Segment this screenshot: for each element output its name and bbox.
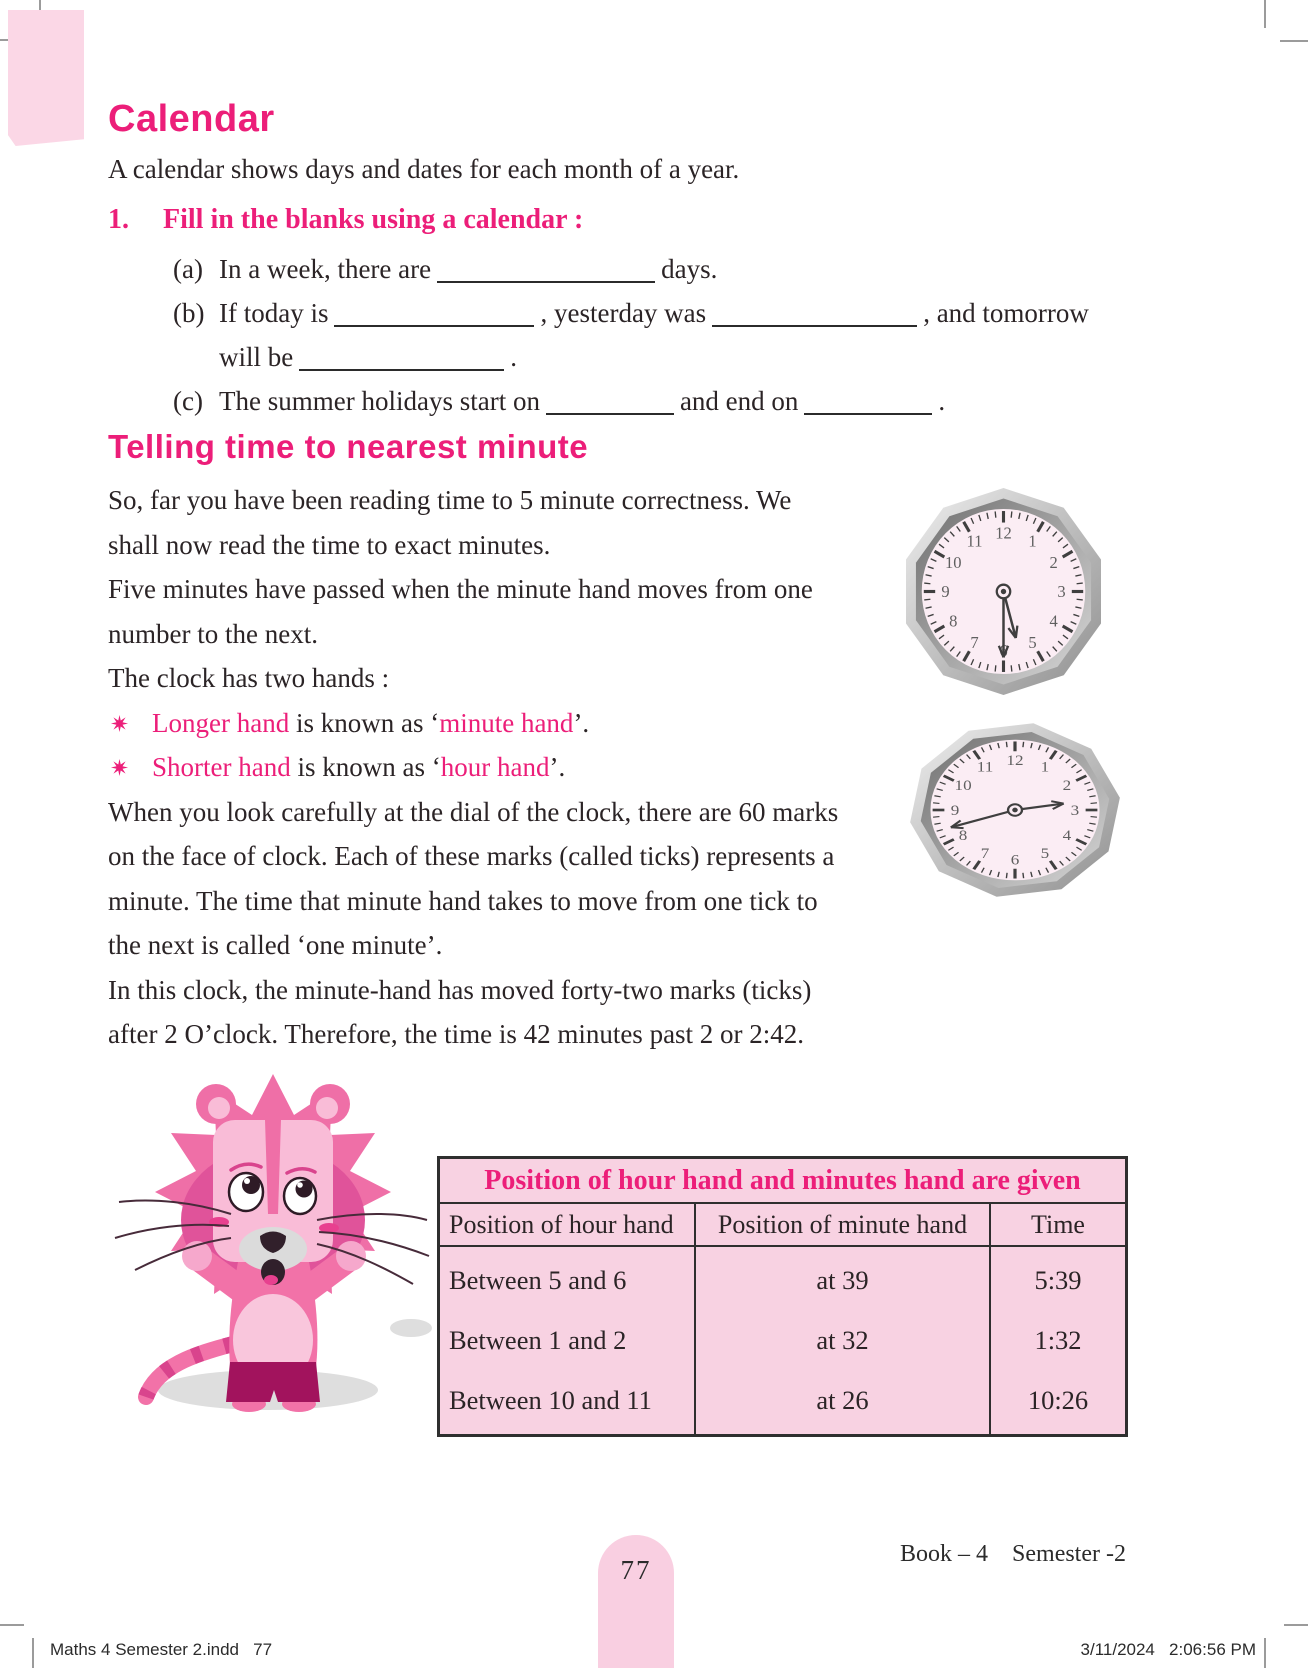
star-bullet-icon bbox=[110, 714, 129, 733]
bullet-item-hour-hand bbox=[108, 745, 900, 790]
lion-mascot-illustration bbox=[108, 1052, 438, 1412]
table-cell: Between 10 and 11 bbox=[449, 1385, 652, 1415]
item-label: (b) bbox=[173, 298, 205, 328]
item-text: If today is bbox=[219, 298, 329, 328]
svg-text:6: 6 bbox=[1010, 852, 1020, 869]
lion-ear-inner bbox=[316, 1097, 338, 1119]
calendar-intro-text: A calendar shows days and dates for each month of a year. bbox=[108, 154, 740, 184]
crop-mark bbox=[1264, 0, 1266, 28]
bullet-lead: Shorter hand bbox=[152, 752, 291, 782]
lion-ear-inner bbox=[208, 1097, 230, 1119]
clock-illustration-5-30 bbox=[900, 487, 1107, 696]
item-text: . bbox=[938, 386, 946, 416]
answer-blank bbox=[334, 298, 534, 327]
table-column-time bbox=[991, 1247, 1125, 1434]
table-column-minute-hand bbox=[696, 1247, 991, 1434]
table-cell: 5:39 bbox=[1034, 1265, 1082, 1295]
star-bullet-icon bbox=[110, 758, 129, 777]
table-cell: Between 5 and 6 bbox=[449, 1265, 627, 1295]
svg-text:10: 10 bbox=[954, 778, 972, 794]
item-text: will be bbox=[219, 342, 294, 372]
svg-text:12: 12 bbox=[995, 523, 1012, 543]
table-cell: 1:32 bbox=[1034, 1325, 1082, 1355]
table-header-row bbox=[440, 1204, 1125, 1247]
eye-highlight bbox=[244, 1178, 250, 1184]
bullet-lead: Longer hand bbox=[152, 707, 290, 738]
answer-blank bbox=[437, 254, 655, 283]
table-column-hour-hand bbox=[440, 1247, 696, 1434]
lion-paw bbox=[336, 1241, 366, 1271]
small-shadow-blob bbox=[390, 1319, 432, 1337]
text-line: shall now read the time to exact minutes. bbox=[108, 529, 551, 560]
bullet-tail: ’. bbox=[549, 752, 566, 782]
eye-highlight bbox=[297, 1182, 303, 1188]
item-text: days. bbox=[661, 254, 718, 284]
bullet-item-minute-hand bbox=[108, 701, 900, 746]
table-cell: 10:26 bbox=[1027, 1385, 1089, 1415]
table-cell: at 39 bbox=[816, 1265, 869, 1295]
table-header-cell: Position of minute hand bbox=[696, 1204, 991, 1245]
book-semester-label: Book – 4 Semester -2 bbox=[900, 1541, 1126, 1567]
fill-blank-item-a bbox=[173, 247, 1183, 291]
clock-illustration-2-42 bbox=[908, 721, 1122, 899]
page-number-tab bbox=[598, 1535, 674, 1668]
corner-ribbon-decoration bbox=[8, 10, 84, 146]
svg-text:7: 7 bbox=[980, 846, 990, 862]
svg-text:8: 8 bbox=[958, 828, 968, 844]
svg-text:12: 12 bbox=[1006, 753, 1024, 769]
table-header-cell: Time bbox=[1031, 1210, 1085, 1239]
text-line: after 2 O’clock. Therefore, the time is 42 minutes past 2 or 2:42. bbox=[108, 1019, 805, 1049]
svg-text:3: 3 bbox=[1070, 803, 1080, 819]
svg-text:1: 1 bbox=[1040, 759, 1050, 776]
print-filename: Maths 4 Semester 2.indd 77 bbox=[50, 1640, 273, 1659]
item-text: , yesterday was bbox=[540, 298, 707, 328]
item-text: . bbox=[510, 342, 517, 372]
crop-mark bbox=[1264, 1638, 1266, 1668]
svg-text:11: 11 bbox=[976, 759, 994, 776]
table-cell: at 32 bbox=[816, 1325, 869, 1355]
text-line: the next is called ‘one minute’. bbox=[108, 930, 443, 960]
svg-text:4: 4 bbox=[1049, 611, 1058, 631]
hour-minute-position-table bbox=[437, 1156, 1128, 1437]
answer-blank bbox=[299, 342, 504, 371]
bullet-mid: is known as ‘ bbox=[289, 707, 440, 738]
bullet-tail: ’. bbox=[573, 707, 590, 738]
crop-mark bbox=[1280, 40, 1308, 42]
item-label: (a) bbox=[173, 254, 203, 284]
svg-text:1: 1 bbox=[1028, 531, 1037, 551]
table-header-cell: Position of hour hand bbox=[440, 1204, 696, 1245]
item-text: , and tomorrow bbox=[923, 298, 1089, 328]
answer-blank bbox=[712, 298, 917, 327]
page-number: 77 bbox=[620, 1555, 652, 1585]
bullet-mid: is known as ‘ bbox=[290, 752, 441, 782]
exercise-title: Fill in the blanks using a calendar : bbox=[163, 204, 584, 235]
lion-pupil bbox=[242, 1176, 260, 1194]
print-timestamp: 3/11/2024 2:06:56 PM bbox=[1080, 1640, 1256, 1659]
svg-text:2: 2 bbox=[1062, 778, 1072, 794]
table-title: Position of hour hand and minutes hand are given bbox=[440, 1159, 1125, 1204]
text-line: Five minutes have passed when the minute hand moves from one bbox=[108, 574, 813, 604]
bullet-term: minute hand bbox=[439, 707, 574, 738]
section-heading-telling-time: Telling time to nearest minute bbox=[108, 428, 589, 465]
svg-text:3: 3 bbox=[1057, 582, 1066, 602]
svg-text:5: 5 bbox=[1040, 846, 1050, 862]
telling-time-paragraphs bbox=[108, 478, 900, 1057]
item-text: The summer holidays start on bbox=[219, 386, 540, 416]
crop-mark bbox=[32, 1638, 34, 1668]
svg-text:11: 11 bbox=[966, 531, 983, 551]
fill-blank-item-b bbox=[173, 291, 1183, 379]
text-line: In this clock, the minute-hand has moved forty-two marks (ticks) bbox=[108, 974, 812, 1005]
svg-text:7: 7 bbox=[970, 632, 979, 652]
answer-blank bbox=[804, 386, 932, 415]
lion-tongue bbox=[264, 1275, 278, 1285]
svg-text:9: 9 bbox=[950, 803, 960, 819]
crop-mark bbox=[0, 1624, 24, 1626]
text-line: The clock has two hands : bbox=[108, 663, 390, 693]
table-body bbox=[440, 1247, 1125, 1434]
svg-text:4: 4 bbox=[1062, 828, 1072, 844]
text-line: So, far you have been reading time to 5 minute correctness. We bbox=[108, 485, 792, 515]
svg-text:2: 2 bbox=[1049, 552, 1058, 573]
svg-text:8: 8 bbox=[949, 611, 958, 631]
fill-blank-item-c bbox=[173, 379, 1183, 423]
text-line: number to the next. bbox=[108, 618, 318, 649]
item-text: In a week, there are bbox=[219, 254, 432, 284]
bullet-term: hour hand bbox=[440, 752, 550, 782]
svg-text:5: 5 bbox=[1028, 632, 1037, 652]
exercise-title-line bbox=[108, 204, 583, 236]
text-line: minute. The time that minute hand takes to move from one tick to bbox=[108, 885, 818, 916]
table-cell: Between 1 and 2 bbox=[449, 1325, 627, 1355]
text-line: When you look carefully at the dial of the clock, there are 60 marks bbox=[108, 796, 839, 827]
exercise-number: 1. bbox=[108, 204, 129, 235]
item-label: (c) bbox=[173, 386, 203, 416]
answer-blank bbox=[546, 386, 674, 415]
svg-text:9: 9 bbox=[941, 582, 950, 602]
text-line: on the face of clock. Each of these marks (called ticks) represents a bbox=[108, 841, 835, 871]
item-text: and end on bbox=[679, 386, 799, 416]
crop-mark bbox=[1284, 1624, 1308, 1626]
section-heading-calendar: Calendar bbox=[108, 98, 275, 140]
table-cell: at 26 bbox=[816, 1385, 869, 1415]
svg-text:10: 10 bbox=[945, 552, 962, 573]
